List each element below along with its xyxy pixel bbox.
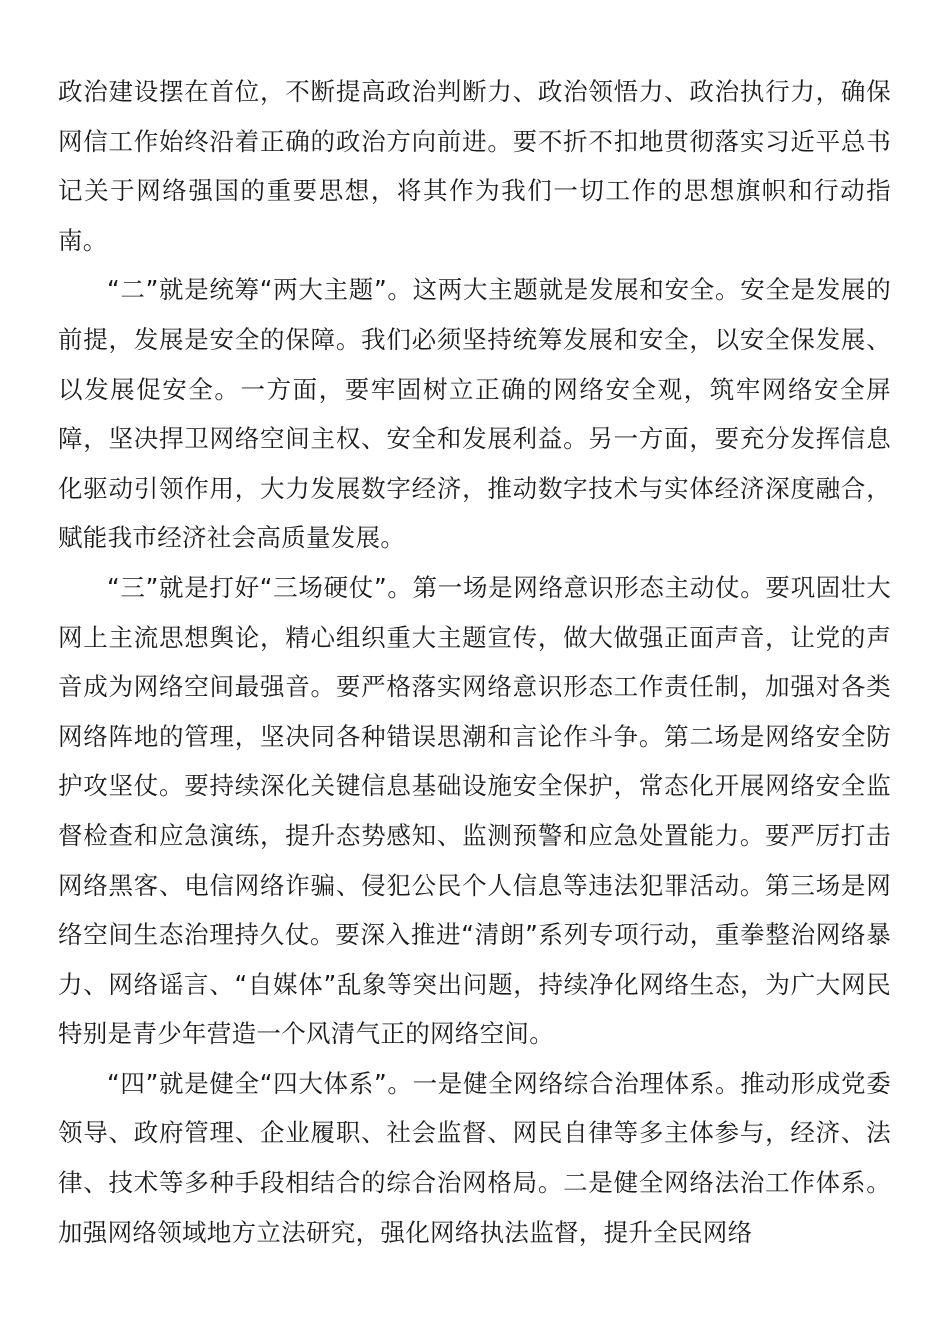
paragraph-continuation: 政治建设摆在首位，不断提高政治判断力、政治领悟力、政治执行力，确保网信工作始终沿着正确的政治方向前进。要不折不扣地贯彻落实习近平总书记关于网络强国的重要思想，将其作为我们一切工作的思想旗帜和行动指南。 bbox=[58, 77, 891, 255]
paragraph-three-battles: “三”就是打好“三场硬仗”。第一场是网络意识形态主动仗。要巩固壮大网上主流思想舆论，精心组织重大主题宣传，做大做强正面声音，让党的声音成为网络空间最强音。要严格落实网络意识形态工作责任制，加强对各类网络阵地的管理，坚决同各种错误思潮和言论作斗争。第二场是网络安全防护攻坚仗。要持续深化关键信息基础设施安全保护，常态化开展网络安全监督检查和应急演练，提升态势感知、监测预警和应急处置能力。要严厉打击网络黑客、电信网络诈骗、侵犯公民个人信息等违法犯罪活动。第三场是网络空间生态治理持久仗。要深入推进“清朗”系列专项行动，重拳整治网络暴力、网络谣言、“自媒体”乱象等突出问题，持续净化网络生态，为广大网民特别是青少年营造一个风清气正的网络空间。 bbox=[58, 572, 891, 1049]
document-page bbox=[58, 67, 891, 1257]
paragraph-two-major-themes: “二”就是统筹“两大主题”。这两大主题就是发展和安全。安全是发展的前提，发展是安全的保障。我们必须坚持统筹发展和安全，以安全保发展、以发展促安全。一方面，要牢固树立正确的网络安全观，筑牢网络安全屏障，坚决捍卫网络空间主权、安全和发展利益。另一方面，要充分发挥信息化驱动引领作用，大力发展数字经济，推动数字技术与实体经济深度融合，赋能我市经济社会高质量发展。 bbox=[58, 275, 891, 553]
paragraph-four-systems: “四”就是健全“四大体系”。一是健全网络综合治理体系。推动形成党委领导、政府管理、企业履职、社会监督、网民自律等多主体参与，经济、法律、技术等多种手段相结合的综合治网格局。二是健全网络法治工作体系。加强网络领域地方立法研究，强化网络执法监督，提升全民网络 bbox=[58, 1068, 891, 1247]
